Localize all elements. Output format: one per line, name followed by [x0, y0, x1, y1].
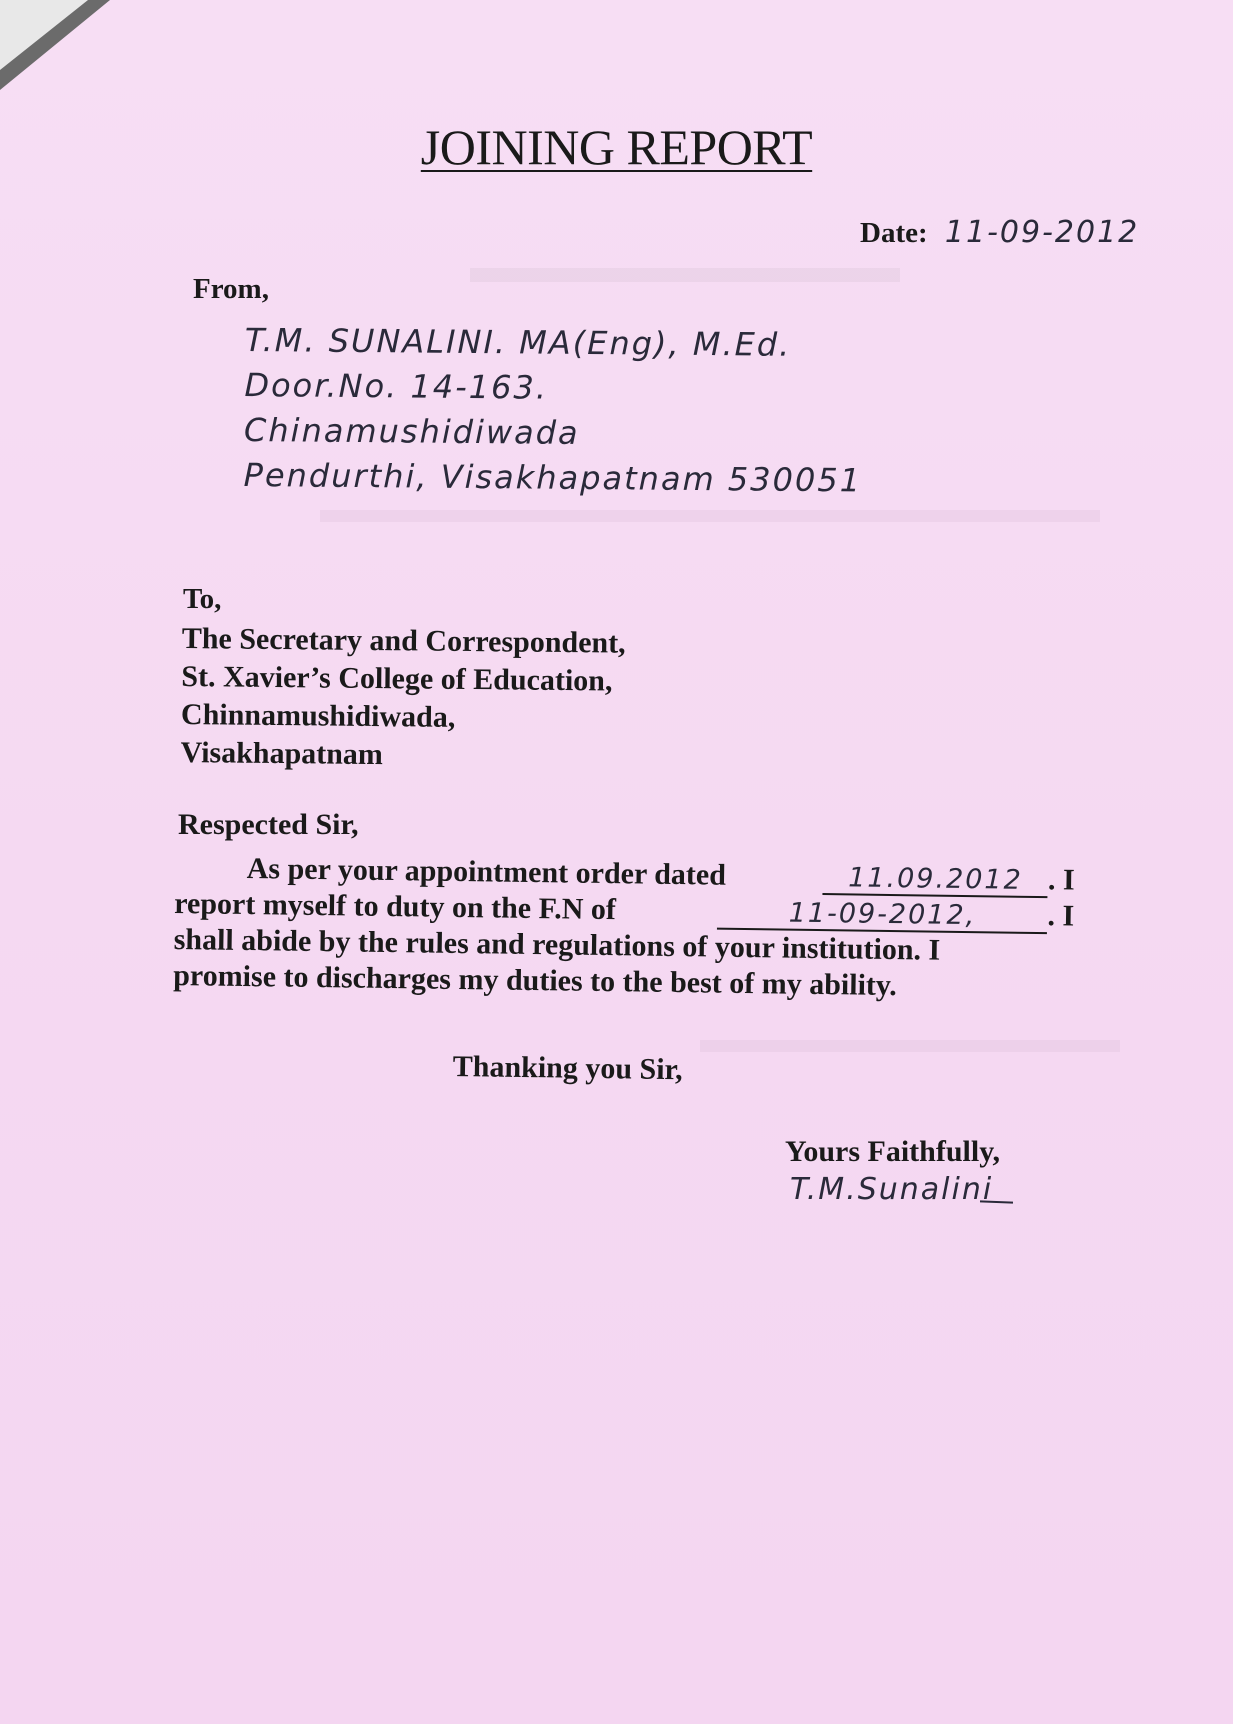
to-line: Chinnamushidiwada,: [180, 697, 456, 734]
from-line: Pendurthi, Visakhapatnam 530051: [243, 455, 863, 500]
from-line: Door.No. 14-163.: [244, 365, 549, 407]
page-corner-highlight: [0, 0, 88, 70]
body-line-1-end: . I: [1047, 863, 1075, 897]
body-line-1-start: As per your appointment order dated: [246, 852, 727, 892]
joining-date-field: 11-09-2012,: [717, 898, 1047, 935]
date-value: 11-09-2012: [944, 215, 1140, 250]
body-line-4: promise to discharges my duties to the best of my ability.: [173, 958, 898, 1003]
body-line-2-fill-wrap: [717, 894, 1074, 935]
body-line-1-fill-wrap: [823, 859, 1075, 899]
from-line: Chinamushidiwada: [243, 410, 580, 452]
signature: T.M.Sunalini: [790, 1172, 994, 1207]
thanking-line: Thanking you Sir,: [452, 1050, 683, 1087]
body-line-2-end: . I: [1047, 899, 1075, 933]
bleed-through-shadow: [470, 268, 900, 282]
bleed-through-shadow-2: [320, 510, 1100, 522]
body-line-3: shall abide by the rules and regulations of your institution. I: [173, 922, 941, 967]
to-line: The Secretary and Correspondent,: [181, 621, 626, 660]
yours-faithfully: Yours Faithfully,: [785, 1135, 1001, 1168]
from-line: T.M. SUNALINI. MA(Eng), M.Ed.: [244, 320, 792, 364]
to-line: St. Xavier’s College of Education,: [181, 659, 613, 698]
to-address: [180, 620, 625, 777]
bleed-through-shadow-3: [700, 1040, 1120, 1052]
date-label: Date:: [860, 217, 928, 249]
to-label: To,: [183, 583, 222, 615]
title-text: JOINING REPORT: [420, 119, 813, 175]
to-line: Visakhapatnam: [180, 735, 384, 772]
page-title: [0, 118, 1233, 176]
from-label: From,: [193, 273, 269, 305]
body-paragraph: [173, 850, 1075, 1007]
date-row: [860, 215, 1139, 250]
from-address: [243, 318, 863, 503]
salutation: Respected Sir,: [178, 808, 359, 841]
body-line-2-start: report myself to duty on the F.N of: [174, 886, 617, 927]
appointment-date-field: 11.09.2012: [823, 863, 1048, 898]
